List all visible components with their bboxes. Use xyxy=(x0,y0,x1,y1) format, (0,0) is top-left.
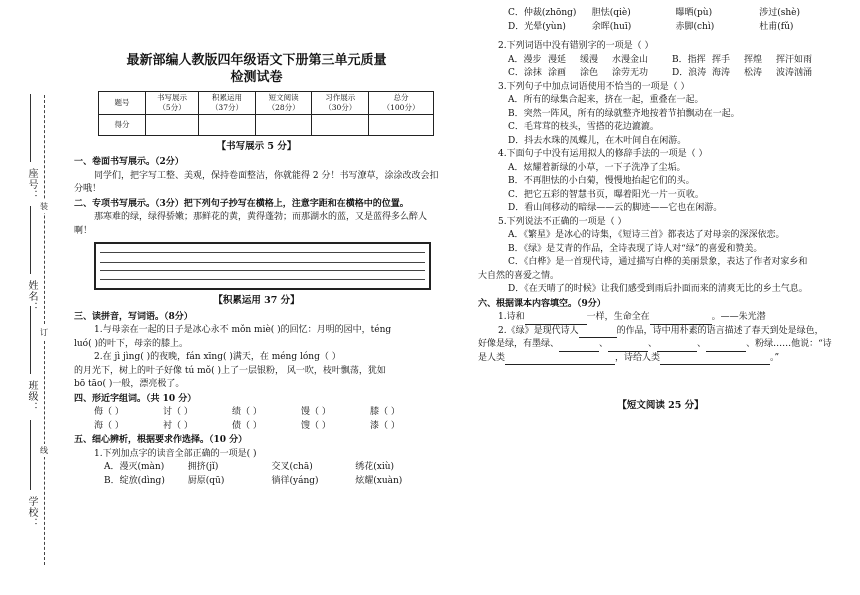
grid-line xyxy=(100,279,425,280)
question-1-text: 同学们，把字写工整、美观，保持卷面整洁，你就能得 2 分！书写潦草，涂涂改改会扣分哦！ xyxy=(74,170,439,195)
option-item: 余晖(huī) xyxy=(591,21,632,32)
option-item: 漫延 xyxy=(548,54,567,65)
option-item: 杜甫(fǔ) xyxy=(759,21,794,32)
exam-title xyxy=(74,52,439,86)
section-reading-header: 【短文阅读 25 分】 xyxy=(617,400,704,411)
question-5-1: 1.下列加点字的读音全部正确的一项是( ) xyxy=(94,448,257,459)
word-group-item: 债（ ） xyxy=(232,420,262,431)
text-fragment: 2.《绿》是现代诗人 xyxy=(498,325,579,336)
option-line: D．看山间移动的暗绿——云的脚迹——它也在闲游。 xyxy=(508,203,723,213)
option-item: 胆怯(qiè) xyxy=(591,8,631,18)
text-fragment: 一样，生命全在 xyxy=(586,312,650,322)
fill-blank[interactable] xyxy=(650,314,712,325)
text-fragment: 1.诗和 xyxy=(498,312,525,322)
score-table-header xyxy=(99,92,434,115)
score-header-cell: 短文阅读 （28分） xyxy=(255,92,312,115)
option-item: C．仲裁(zhōng) xyxy=(508,8,577,18)
text-fragment: 好像是绿，有墨绿、 xyxy=(478,339,560,349)
question-2: 二、专项书写展示。（3分）把下列句子抄写在横格上，注意字距和在横格中的位置。 xyxy=(74,198,409,209)
fill-blank[interactable] xyxy=(505,354,615,365)
option-row xyxy=(478,67,843,81)
question-2-text: 那寒难的绿，绿得骄嫩；那鲜花的黄，黄得蓬勃；而那湖水的蓝，又是蓝得多么醉人啊！ xyxy=(74,212,428,236)
word-group-item: 侮（ ） xyxy=(94,407,124,417)
option-item: D．光晕(yùn) xyxy=(508,21,566,32)
question-3-line: 的月光下，树上的叶子好像 tú mǒ( )上了一层银粉， 风一吹，枝叶飘荡，犹如 xyxy=(74,365,386,376)
question-5-4: 4.下面句子中没有运用拟人的修辞手法的一项是（ ） xyxy=(498,149,708,159)
score-row-label: 得分 xyxy=(99,115,146,136)
fill-blank[interactable] xyxy=(657,341,697,352)
question-5: 五、细心辨析，根据要求作选择。（10 分） xyxy=(74,435,248,445)
word-group-row xyxy=(74,406,439,420)
option-row xyxy=(478,7,843,21)
grid-line xyxy=(100,252,425,253)
score-cell[interactable] xyxy=(146,115,199,136)
option-item: B．绽放(dìng) xyxy=(104,475,165,486)
binding-margin xyxy=(0,0,70,595)
option-item: 炫耀(xuàn) xyxy=(355,475,403,486)
question-3: 三、读拼音，写词语。（8分） xyxy=(74,311,193,322)
question-3-line: bō tāo( )一般，漂亮极了。 xyxy=(74,379,185,389)
word-group-item: 讨（ ） xyxy=(163,407,193,417)
option-line-continued: 大自然的喜爱之情。 xyxy=(478,270,560,281)
option-row xyxy=(74,461,439,475)
question-6-2 xyxy=(478,325,843,339)
fill-blank[interactable] xyxy=(525,314,587,325)
option-line: B．突然一阵风，所有的绿就整齐地按着节拍飘动在一起。 xyxy=(508,108,740,119)
option-item: C．涂抹 xyxy=(508,68,542,78)
word-group-item: 馊（ ） xyxy=(301,420,331,431)
option-item: 海涛 xyxy=(712,68,731,78)
fill-blank[interactable] xyxy=(608,341,648,352)
text-fragment: 、粉绿……他说：“诗 xyxy=(746,339,832,349)
option-item: 涉过(shè) xyxy=(759,8,801,18)
section-accumulation-header: 【积累运用 37 分】 xyxy=(213,295,300,307)
score-cell[interactable] xyxy=(312,115,369,136)
score-header-cell: 习作展示 （30分） xyxy=(312,92,369,115)
copy-writing-grid[interactable] xyxy=(94,242,431,290)
score-cell[interactable] xyxy=(199,115,256,136)
name-line xyxy=(30,206,31,274)
option-item: 波涛汹涌 xyxy=(776,68,813,78)
option-item: 交叉(chā) xyxy=(271,462,313,472)
school-line xyxy=(30,420,31,490)
option-item: A．漫步 xyxy=(508,54,542,65)
word-group-item: 绩（ ） xyxy=(232,407,262,417)
text-fragment: ，诗给人类 xyxy=(615,352,661,363)
word-group-item: 馒（ ） xyxy=(301,407,331,417)
class-line xyxy=(30,306,31,374)
option-item: 绣花(xiù) xyxy=(355,462,395,472)
option-line: B．《绿》是艾青的作品，全诗表现了诗人对“绿”的喜爱和赞美。 xyxy=(508,243,763,254)
option-row xyxy=(74,475,439,489)
option-line: C．把它五彩的智慧书页，曝着阳光一片一页收。 xyxy=(508,189,704,200)
seal-char-1: 装 xyxy=(40,202,48,211)
fill-blank[interactable] xyxy=(559,341,599,352)
question-3-line: luó( )的叶下，母亲的膝上。 xyxy=(74,338,188,349)
score-header-cell: 总分 （100分） xyxy=(369,92,434,115)
score-table xyxy=(98,91,434,136)
word-group-item: 漆（ ） xyxy=(370,420,400,431)
option-item: 缓漫 xyxy=(580,54,599,65)
word-group-item: 海（ ） xyxy=(94,420,124,431)
option-line: A．炫耀着新绿的小草，一下子洗净了尘垢。 xyxy=(508,162,686,173)
option-row xyxy=(478,21,843,35)
option-item: 徜徉(yáng) xyxy=(271,475,319,486)
option-item: 水漫金山 xyxy=(612,54,649,65)
name-label: 姓名： xyxy=(26,280,37,313)
option-item: 挥煌 xyxy=(744,54,763,65)
question-6-2-line-2: 好像是绿，有墨绿、 、 、 、 、粉绿……他说：“诗 xyxy=(478,338,843,352)
option-line: C．《白桦》是一首现代诗，通过描写白桦的美丽景象，表达了作者对家乡和 xyxy=(508,257,808,267)
text-fragment: 。——朱光潜 xyxy=(711,312,766,322)
class-label: 班级： xyxy=(26,380,37,413)
option-item: 涂色 xyxy=(580,68,599,78)
question-6: 六、根据课本内容填空。（9分） xyxy=(478,298,606,309)
title-line-2: 检测试卷 xyxy=(230,70,283,85)
option-item: B．指挥 xyxy=(672,54,706,65)
option-line: C．毛茸茸的枝头，雪搭的花边漉漉。 xyxy=(508,122,659,132)
question-6-1 xyxy=(478,311,843,325)
question-6-2-line-3 xyxy=(478,352,843,366)
option-item: A．漫灭(màn) xyxy=(104,462,165,472)
score-table-row xyxy=(99,115,434,136)
seal-char-2: 订 xyxy=(40,328,48,337)
text-fragment: 的作品，诗中用朴素的语言描述了春天到处是绿色， xyxy=(616,325,824,336)
option-item: 赤脚(chì) xyxy=(675,21,715,32)
option-line: D．抖去水珠的凤蝶儿，在木叶间自在闲游。 xyxy=(508,135,687,146)
option-item: D．浪涛 xyxy=(672,68,707,78)
question-4: 四、形近字组词。（共 10 分） xyxy=(74,393,197,404)
left-column xyxy=(74,52,439,488)
score-cell[interactable] xyxy=(369,115,434,136)
question-3-line: 1.与母亲在一起的日子是冰心永不 mǒn miè( )的回忆：月明的园中，téng xyxy=(94,325,392,335)
option-item: 厨原(qū) xyxy=(187,475,225,486)
grid-line xyxy=(100,262,425,263)
word-group-item: 衬（ ） xyxy=(163,420,193,431)
question-5-3: 3.下列句子中加点词语使用不恰当的一项是（ ） xyxy=(498,81,690,92)
seal-char-3: 线 xyxy=(40,446,48,455)
option-item: 涂劳无功 xyxy=(612,68,649,78)
option-line: A．《繁星》是冰心的诗集，《短诗三首》都表达了对母亲的深深依恋。 xyxy=(508,230,785,240)
question-5-5: 5.下列说法不正确的一项是（ ） xyxy=(498,216,627,227)
option-line: B．不再胆怯的小白菊，慢慢地抬起它们的头。 xyxy=(508,176,695,186)
option-row xyxy=(478,54,843,68)
fill-blank[interactable] xyxy=(706,341,746,352)
question-5-2: 2.下列词语中没有错别字的一项是（ ） xyxy=(498,41,654,51)
seat-number-label: 座号： xyxy=(26,168,37,201)
word-group-item: 膝（ ） xyxy=(370,407,400,417)
seat-number-line xyxy=(30,94,31,162)
score-cell[interactable] xyxy=(255,115,312,136)
section-writing-header: 【书写展示 5 分】 xyxy=(216,141,297,152)
option-line: D．《在天晴了的时候》让我们感受到雨后扑面而来的清爽无比的乡土气息。 xyxy=(508,284,808,294)
text-fragment: 。” xyxy=(770,352,780,363)
question-1: 一、卷面书写展示。（2分） xyxy=(74,157,184,168)
option-item: 曝晒(pù) xyxy=(675,8,713,18)
title-line-1: 最新部编人教版四年级语文下册第三单元质量 xyxy=(126,53,387,68)
option-item: 松涛 xyxy=(744,68,763,78)
score-header-cell: 书写展示 （5分） xyxy=(146,92,199,115)
text-fragment: 是人类 xyxy=(478,352,506,363)
school-label: 学校： xyxy=(26,496,37,529)
option-item: 拥挤(jǐ) xyxy=(187,462,219,472)
option-item: 挥手 xyxy=(712,54,731,65)
question-3-line: 2.在 jì jìng( )的夜晚，fán xīng( )满天，在 méng lóng（ ） xyxy=(94,352,341,362)
score-header-cell: 积累运用 （37分） xyxy=(199,92,256,115)
word-group-row xyxy=(74,420,439,434)
grid-line xyxy=(100,270,425,271)
option-item: 涂画 xyxy=(548,68,567,78)
option-line: A．所有的绿集合起来，挤在一起，重叠在一起。 xyxy=(508,95,704,105)
right-column xyxy=(478,7,843,415)
score-header-cell: 题号 xyxy=(99,92,146,115)
fill-blank[interactable] xyxy=(660,354,770,365)
fill-blank[interactable] xyxy=(579,327,617,338)
option-item: 挥汗如雨 xyxy=(776,54,813,65)
